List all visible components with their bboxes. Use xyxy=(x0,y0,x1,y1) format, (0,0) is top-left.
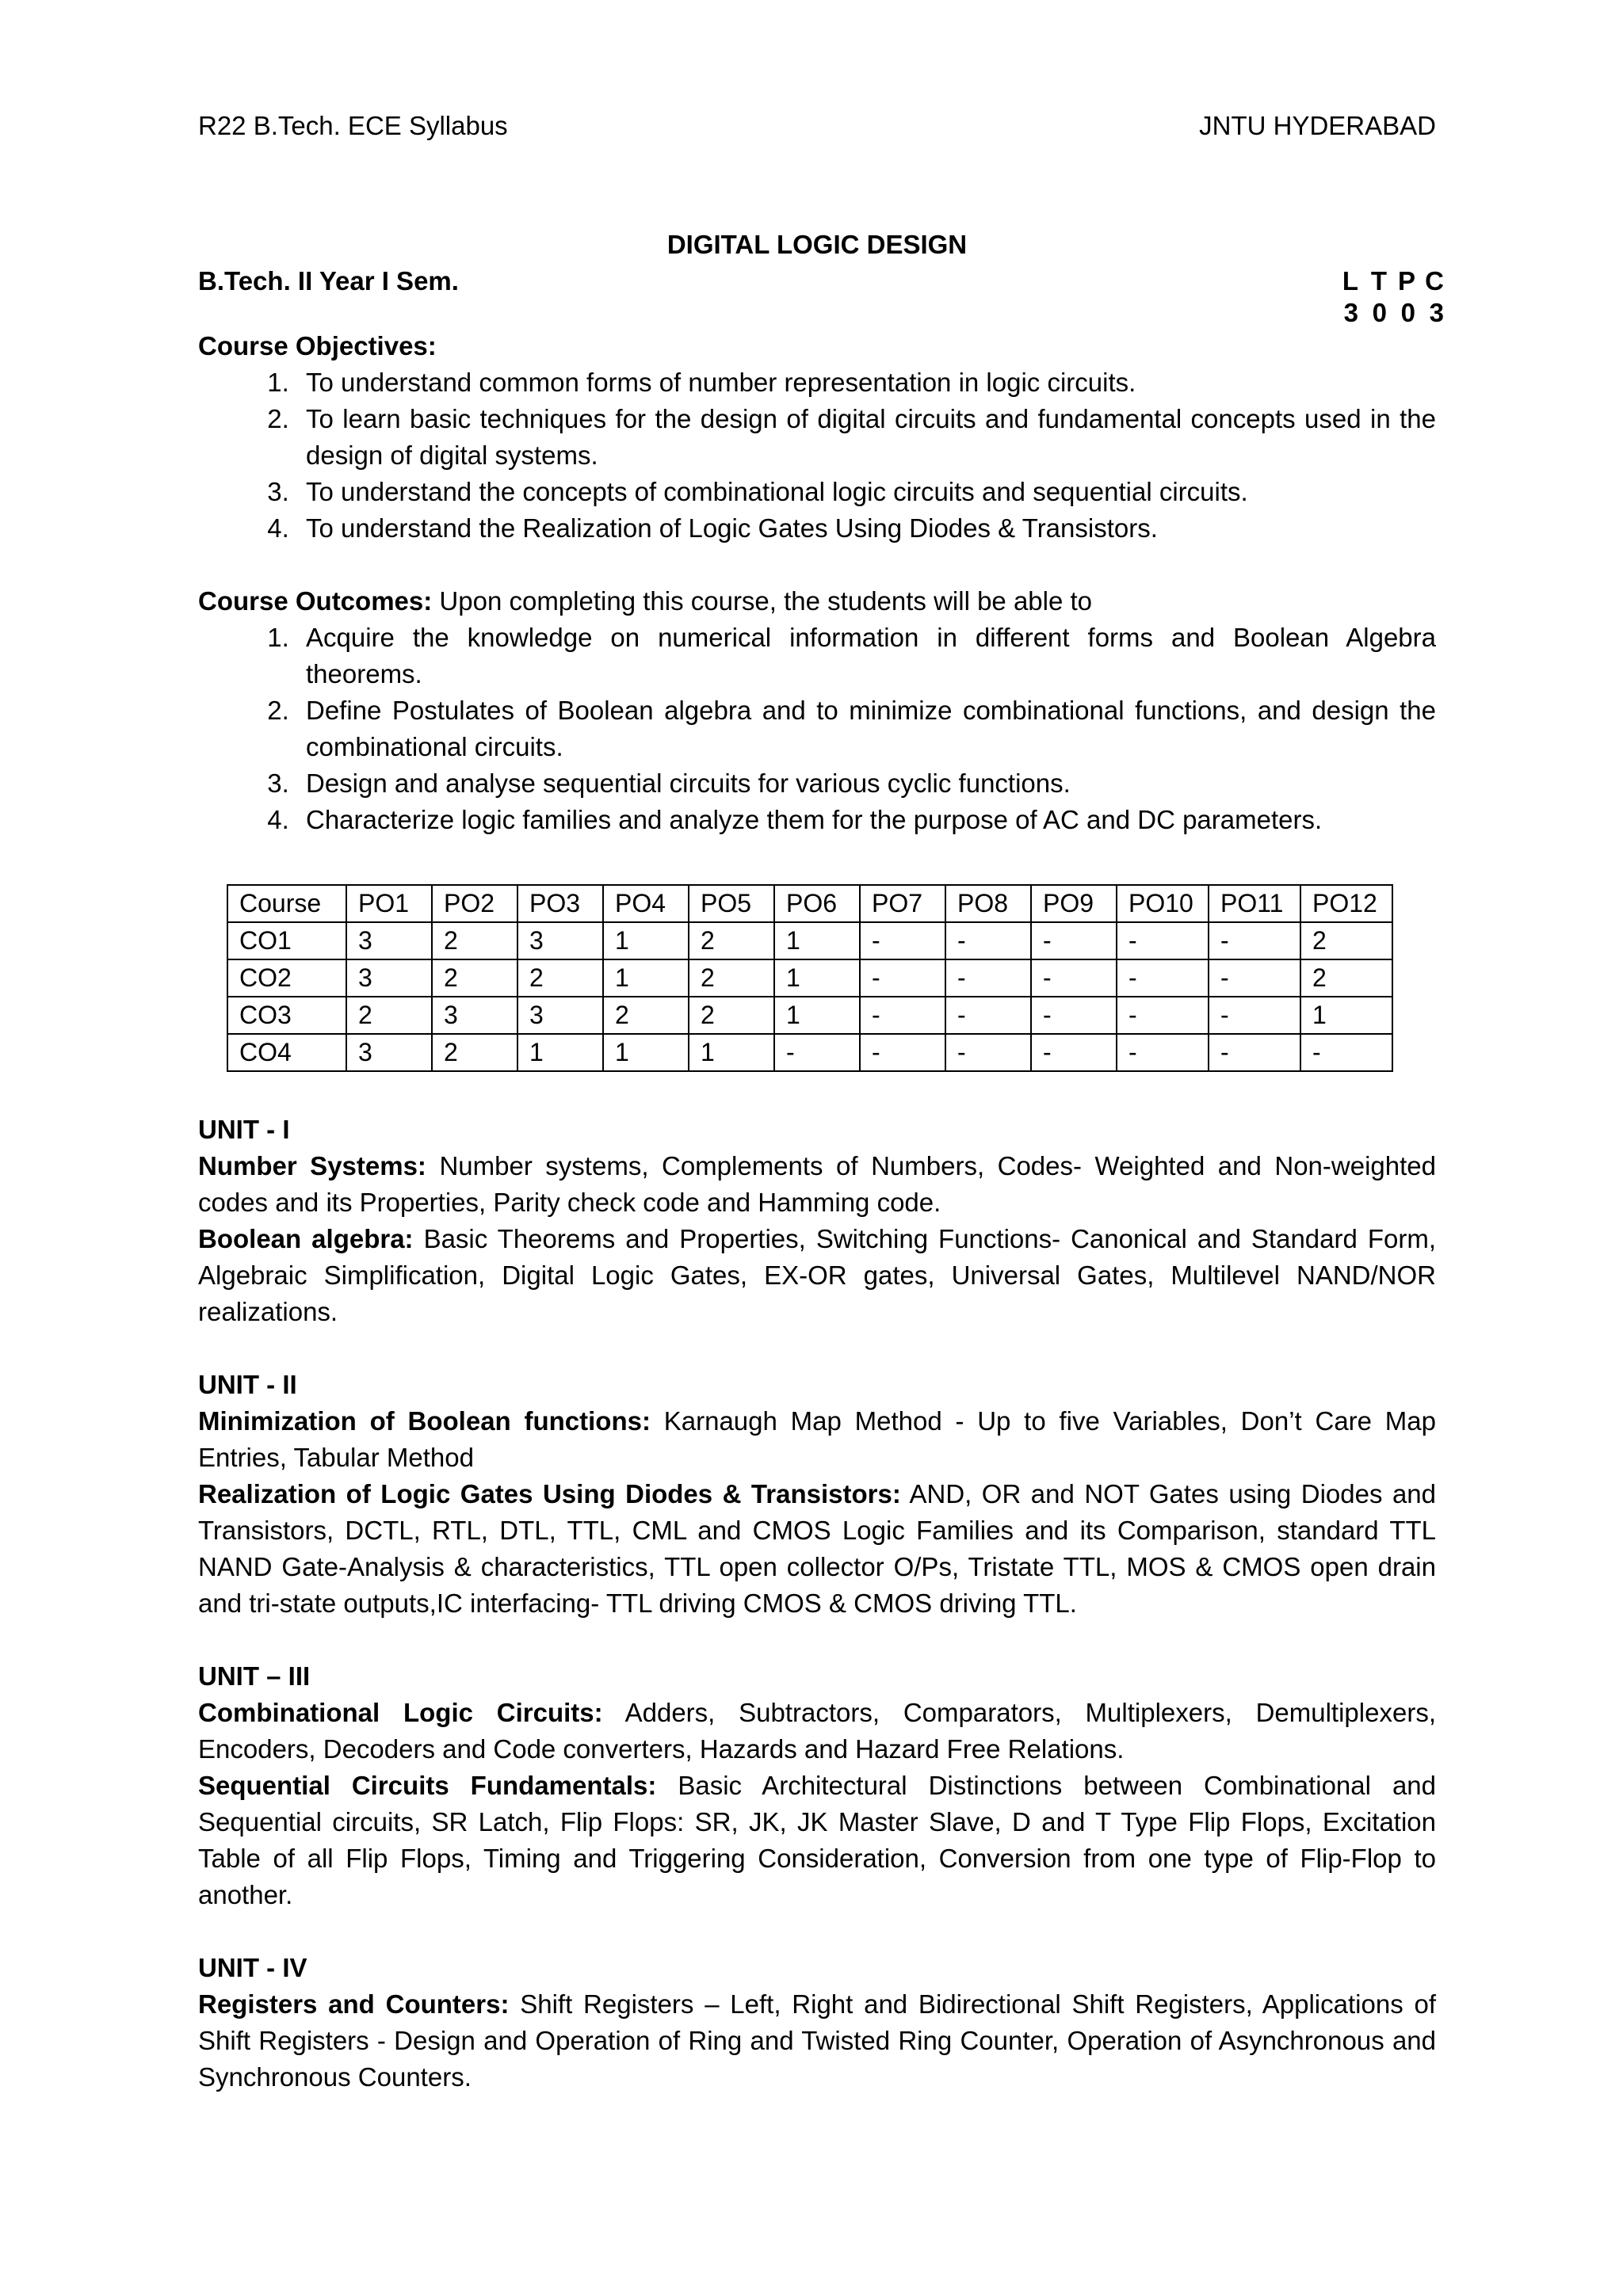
table-cell: - xyxy=(1300,1034,1392,1071)
co-po-mapping-table xyxy=(227,884,1393,1072)
table-cell: - xyxy=(1209,922,1300,959)
topic-title: Sequential Circuits Fundamentals: xyxy=(198,1771,657,1800)
outcomes-intro-line xyxy=(198,583,1436,620)
table-cell: 1 xyxy=(689,1034,774,1071)
table-header-cell: Course xyxy=(227,885,346,922)
table-cell: - xyxy=(945,959,1031,997)
table-cell: 1 xyxy=(774,997,860,1034)
table-cell: 2 xyxy=(432,922,517,959)
table-cell: 1 xyxy=(603,922,689,959)
table-cell: 2 xyxy=(346,997,432,1034)
semester-label: B.Tech. II Year I Sem. xyxy=(198,266,459,296)
table-cell: - xyxy=(1117,1034,1209,1071)
table-header-cell: PO7 xyxy=(860,885,945,922)
table-cell: 2 xyxy=(689,959,774,997)
table-header-cell: PO8 xyxy=(945,885,1031,922)
unit-topic xyxy=(198,1986,1436,2096)
topic-text: Shift Registers – Left, Right and Bidirectional Shift Registers, Applications of Shift Registers - Design and Operation of Ring and Twisted Ring Counter, Operation of Asynchronous and Synchronous Counters. xyxy=(198,1989,1436,2092)
unit-topic xyxy=(198,1695,1436,1768)
table-cell: 2 xyxy=(603,997,689,1034)
unit-heading: UNIT - II xyxy=(198,1370,297,1399)
table-cell: - xyxy=(860,922,945,959)
unit-topic xyxy=(198,1403,1436,1476)
table-cell: - xyxy=(945,1034,1031,1071)
table-cell: 2 xyxy=(1300,959,1392,997)
outcomes-intro: Upon completing this course, the students will be able to xyxy=(439,586,1093,616)
table-header-row xyxy=(227,885,1392,922)
table-row xyxy=(227,1034,1392,1071)
table-header-cell: PO6 xyxy=(774,885,860,922)
table-cell: 2 xyxy=(432,1034,517,1071)
table-cell: 3 xyxy=(432,997,517,1034)
outcome-item: 3. Design and analyse sequential circuits for various cyclic functions. xyxy=(296,765,1436,802)
table-cell: CO2 xyxy=(227,959,346,997)
ltpc-label: T xyxy=(1370,266,1387,296)
objectives-heading: Course Objectives: xyxy=(198,331,437,360)
table-cell: 2 xyxy=(517,959,603,997)
table-cell: - xyxy=(945,922,1031,959)
course-title: DIGITAL LOGIC DESIGN xyxy=(666,230,968,259)
table-cell: 3 xyxy=(346,922,432,959)
table-cell: 1 xyxy=(517,1034,603,1071)
table-cell: 2 xyxy=(689,997,774,1034)
table-cell: - xyxy=(1031,1034,1117,1071)
objective-item: 2. To learn basic techniques for the design of digital circuits and fundamental concepts used in the design of digital systems. xyxy=(296,401,1436,474)
unit-topic xyxy=(198,1148,1436,1221)
table-header-cell: PO9 xyxy=(1031,885,1117,922)
table-cell: CO4 xyxy=(227,1034,346,1071)
topic-text: Number systems, Complements of Numbers, Codes- Weighted and Non-weighted codes and its Properties, Parity check code and Hamming code. xyxy=(198,1151,1436,1217)
table-header-cell: PO4 xyxy=(603,885,689,922)
table-cell: 2 xyxy=(432,959,517,997)
topic-text: Basic Theorems and Properties, Switching Functions- Canonical and Standard Form, Algebraic Simplification, Digital Logic Gates, EX-OR gates, Universal Gates, Multilevel NAND/NOR realizations. xyxy=(198,1224,1436,1326)
table-cell: 3 xyxy=(517,922,603,959)
topic-title: Combinational Logic Circuits: xyxy=(198,1698,603,1727)
topic-title: Boolean algebra: xyxy=(198,1224,414,1253)
table-header-cell: PO5 xyxy=(689,885,774,922)
ltpc-value: 0 xyxy=(1400,298,1415,327)
table-row xyxy=(227,959,1392,997)
table-cell: CO1 xyxy=(227,922,346,959)
table-header-cell: PO3 xyxy=(517,885,603,922)
syllabus-page xyxy=(198,111,1444,2096)
unit-topic xyxy=(198,1221,1436,1330)
table-header-cell: PO12 xyxy=(1300,885,1392,922)
semester-row xyxy=(198,266,1444,328)
ltpc-label: C xyxy=(1425,266,1444,296)
outcomes-heading: Course Outcomes: xyxy=(198,586,433,616)
table-cell: - xyxy=(945,997,1031,1034)
table-cell: 2 xyxy=(1300,922,1392,959)
table-cell: - xyxy=(860,1034,945,1071)
table-cell: 1 xyxy=(774,922,860,959)
table-cell: - xyxy=(1209,1034,1300,1071)
topic-title: Number Systems: xyxy=(198,1151,426,1180)
topic-text: AND, OR and NOT Gates using Diodes and Transistors, DCTL, RTL, DTL, TTL, CML and CMOS Logic Families and its Comparison, standard TTL NAND Gate-Analysis & characteristics, TTL open collector O/Ps, Tristate TTL, MOS & CMOS open drain and tri-state outputs,IC interfacing- TTL driving CMOS & CMOS driving TTL. xyxy=(198,1479,1436,1618)
topic-title: Minimization of Boolean functions: xyxy=(198,1406,651,1436)
table-cell: 1 xyxy=(1300,997,1392,1034)
topic-text: Adders, Subtractors, Comparators, Multiplexers, Demultiplexers, Encoders, Decoders and Code converters, Hazards and Hazard Free Relations. xyxy=(198,1698,1436,1764)
unit-heading: UNIT – III xyxy=(198,1661,311,1691)
table-cell: - xyxy=(774,1034,860,1071)
outcomes-list xyxy=(198,620,1436,838)
unit-topic xyxy=(198,1768,1436,1913)
header-left: R22 B.Tech. ECE Syllabus xyxy=(198,111,508,140)
unit-heading: UNIT - IV xyxy=(198,1953,307,1982)
table-cell: - xyxy=(1117,922,1209,959)
table-cell: - xyxy=(1209,997,1300,1034)
topic-title: Realization of Logic Gates Using Diodes & Transistors: xyxy=(198,1479,901,1508)
table-row xyxy=(227,997,1392,1034)
table-header-cell: PO1 xyxy=(346,885,432,922)
table-cell: 2 xyxy=(689,922,774,959)
ltpc-value: 0 xyxy=(1372,298,1387,327)
topic-text: Basic Architectural Distinctions between Combinational and Sequential circuits, SR Latch, Flip Flops: SR, JK, JK Master Slave, D and T Type Flip Flops, Excitation Table of all Flip Flops, Timing and Triggering Consideration, Conversion from one type of Flip-Flop to another. xyxy=(198,1771,1437,1909)
unit-topic xyxy=(198,1476,1436,1622)
table-cell: - xyxy=(1117,959,1209,997)
table-header-cell: PO2 xyxy=(432,885,517,922)
table-row xyxy=(227,922,1392,959)
table-cell: 3 xyxy=(346,1034,432,1071)
table-cell: - xyxy=(1209,959,1300,997)
table-header-cell: PO10 xyxy=(1117,885,1209,922)
table-cell: 1 xyxy=(603,1034,689,1071)
ltpc-label: P xyxy=(1397,266,1415,296)
table-cell: - xyxy=(860,959,945,997)
header-right: JNTU HYDERABAD xyxy=(1199,111,1436,140)
table-cell: - xyxy=(1031,997,1117,1034)
table-header-cell: PO11 xyxy=(1209,885,1300,922)
table-cell: - xyxy=(1031,922,1117,959)
topic-text: Karnaugh Map Method - Up to five Variables, Don’t Care Map Entries, Tabular Method xyxy=(198,1406,1436,1472)
outcome-item: 1. Acquire the knowledge on numerical information in different forms and Boolean Algebra theorems. xyxy=(296,620,1436,692)
table-cell: 3 xyxy=(346,959,432,997)
running-header xyxy=(198,111,1436,158)
outcome-item: 2. Define Postulates of Boolean algebra and to minimize combinational functions, and design the combinational circuits. xyxy=(296,692,1436,765)
table-cell: - xyxy=(1117,997,1209,1034)
ltpc-value: 3 xyxy=(1343,298,1358,327)
objective-item: 3. To understand the concepts of combinational logic circuits and sequential circuits. xyxy=(296,474,1436,510)
topic-title: Registers and Counters: xyxy=(198,1989,510,2019)
ltpc-label: L xyxy=(1342,266,1358,296)
table-cell: CO3 xyxy=(227,997,346,1034)
objectives-list xyxy=(198,364,1436,547)
outcome-item: 4. Characterize logic families and analyze them for the purpose of AC and DC parameters. xyxy=(296,802,1436,838)
ltpc-value: 3 xyxy=(1429,298,1444,327)
objective-item: 4. To understand the Realization of Logic Gates Using Diodes & Transistors. xyxy=(296,510,1436,547)
table-cell: - xyxy=(1031,959,1117,997)
table-cell: 3 xyxy=(517,997,603,1034)
table-cell: 1 xyxy=(603,959,689,997)
unit-heading: UNIT - I xyxy=(198,1115,290,1144)
ltpc-grid xyxy=(1330,266,1444,328)
table-cell: - xyxy=(860,997,945,1034)
table-cell: 1 xyxy=(774,959,860,997)
objective-item: 1. To understand common forms of number representation in logic circuits. xyxy=(296,364,1436,401)
